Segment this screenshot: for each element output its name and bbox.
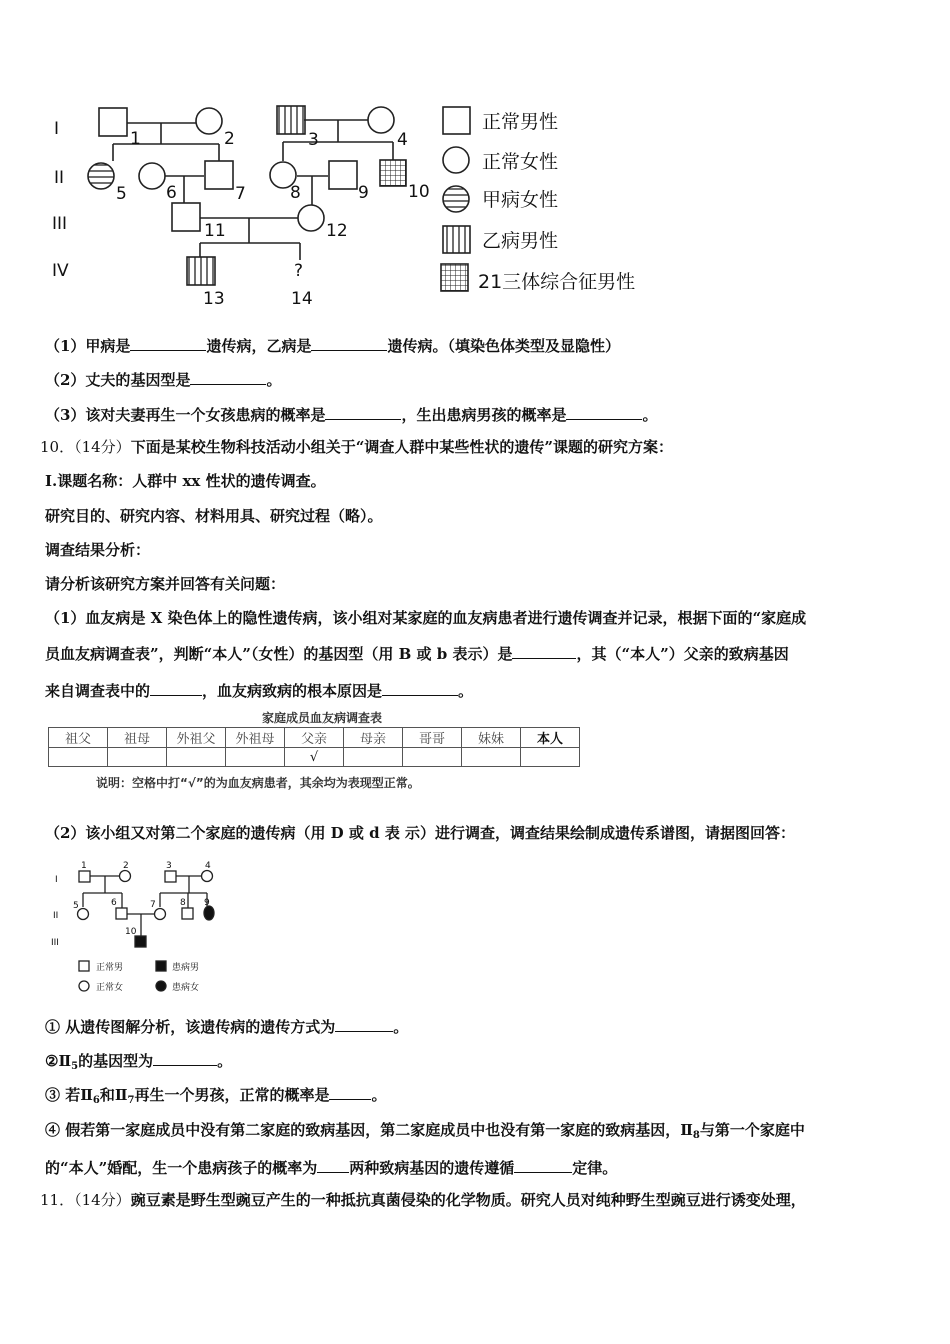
table-header-cell: 哥哥: [403, 728, 462, 748]
answer-blank[interactable]: [514, 1156, 572, 1173]
legend2-disease-female: 患病女: [172, 983, 200, 993]
pedigree1-generation-iv: IV: [52, 261, 69, 281]
legend2-disease-male: 患病男: [172, 963, 200, 973]
q11-header: 11．（14分）豌豆素是野生型豌豆产生的一种抵抗真菌侵染的化学物质。研究人员对纯种野生型豌豆进行诱变处理，: [40, 1191, 806, 1209]
pedigree1-id-unknown: ?: [294, 261, 304, 281]
pedigree2-generation-ii: II: [53, 911, 59, 921]
q10-part1-line2: 员血友病调查表”，判断“本人”（女性）的基因型（用 B 或 b 表示）是 ，其（“本人”）父亲的致病基因: [45, 642, 789, 665]
table-header-cell: 本人: [521, 728, 580, 748]
pedigree1-id-13: 13: [203, 289, 225, 309]
table-cell: [108, 748, 167, 767]
pedigree1-id-4: 4: [397, 130, 408, 150]
q10-topic: I.课题名称：人群中 xx 性状的遗传调查。: [45, 472, 326, 490]
q10-sub1: ① 从遗传图解分析，该遗传病的遗传方式为 。: [45, 1015, 408, 1038]
pedigree1-generation-ii: II: [54, 168, 65, 188]
pedigree1-id-1: 1: [130, 129, 141, 149]
answer-blank[interactable]: [317, 1156, 349, 1173]
pedigree2-id-2: 2: [123, 861, 129, 871]
q10-part1-line3: 来自调查表中的 ，血友病致病的根本原因是 。: [45, 679, 473, 702]
pedigree2-generation-iii: III: [51, 938, 59, 948]
table-header-cell: 妹妹: [462, 728, 521, 748]
answer-blank[interactable]: [130, 334, 206, 351]
pedigree2-id-1: 1: [81, 861, 87, 871]
answer-blank[interactable]: [512, 642, 576, 659]
pedigree1-id-8: 8: [290, 183, 301, 203]
q10-part1-line1: （1）血友病是 X 染色体上的隐性遗传病，该小组对某家庭的血友病患者进行遗传调查并记录，根据下面的“家庭成: [45, 609, 807, 627]
pedigree2-id-4: 4: [205, 861, 211, 871]
pedigree1-generation-i: I: [54, 119, 60, 139]
answer-blank[interactable]: [335, 1015, 393, 1032]
q10-sub4-line1: ④ 假若第一家庭成员中没有第二家庭的致病基因，第二家庭成员中也没有第一家庭的致病基因，$Ⅱ_8$与第一个家庭中: [45, 1121, 805, 1141]
table-header-cell: 祖母: [108, 728, 167, 748]
pedigree2-id-6: 6: [111, 898, 117, 908]
survey-table: [48, 727, 580, 767]
table-row: [49, 748, 580, 767]
pedigree-chart-2: [45, 855, 235, 995]
q10-analysis: 调查结果分析：: [45, 541, 151, 559]
pedigree2-id-3: 3: [166, 861, 172, 871]
table-header-row: [49, 728, 580, 748]
pedigree2-id-7: 7: [150, 900, 156, 910]
legend1-normal-female: 正常女性: [482, 151, 559, 173]
pedigree2-id-9: 9: [204, 898, 210, 908]
q10-sub2: $②Ⅱ_5$的基因型为 。: [45, 1049, 232, 1078]
q10-header: 10．（14分）下面是某校生物科技活动小组关于“调查人群中某些性状的遗传”课题的研究方案：: [40, 438, 673, 456]
table-cell: [344, 748, 403, 767]
legend1-normal-male: 正常男性: [482, 111, 559, 133]
answer-blank[interactable]: [311, 334, 387, 351]
q10-part2: （2）该小组又对第二个家庭的遗传病（用 D 或 d 表 示）进行调查，调查结果绘制成遗传系谱图，请据图回答：: [45, 824, 796, 842]
pedigree1-id-6: 6: [166, 183, 177, 203]
answer-blank[interactable]: [329, 1083, 371, 1100]
pedigree-chart-1: [40, 95, 680, 315]
pedigree1-generation-iii: III: [52, 214, 68, 234]
table-header-cell: 祖父: [49, 728, 108, 748]
answer-blank[interactable]: [382, 679, 458, 696]
survey-table-title: 家庭成员血友病调查表: [262, 711, 383, 725]
legend1-disease-b-male: 乙病男性: [482, 230, 559, 252]
table-cell: [462, 748, 521, 767]
pedigree1-id-9: 9: [358, 183, 369, 203]
pedigree2-id-5: 5: [73, 901, 79, 911]
table-cell-father-checkmark: √: [285, 748, 344, 767]
pedigree1-id-10: 10: [408, 182, 430, 202]
table-cell: [521, 748, 580, 767]
table-cell: [167, 748, 226, 767]
legend2-normal-male: 正常男: [96, 963, 124, 973]
pedigree1-id-2: 2: [224, 129, 235, 149]
answer-blank[interactable]: [566, 403, 642, 420]
legend1-trisomy21-male: 21三体综合征男性: [478, 271, 636, 293]
pedigree1-id-7: 7: [235, 184, 246, 204]
answer-blank[interactable]: [325, 403, 401, 420]
q10-content: 研究目的、研究内容、材料用具、研究过程（略）。: [45, 507, 383, 525]
table-cell: [226, 748, 285, 767]
table-cell: [403, 748, 462, 767]
pedigree1-id-14: 14: [291, 289, 313, 309]
answer-blank[interactable]: [153, 1049, 217, 1066]
q9-part3: （3）该对夫妻再生一个女孩患病的概率是 ，生出患病男孩的概率是 。: [45, 403, 657, 426]
table-header-cell: 父亲: [285, 728, 344, 748]
survey-table-note: 说明：空格中打“√”的为血友病患者，其余均为表现型正常。: [96, 776, 420, 790]
q9-part1: （1）甲病是 遗传病，乙病是 遗传病。（填染色体类型及显隐性）: [45, 334, 620, 357]
legend1-disease-a-female: 甲病女性: [482, 189, 559, 211]
pedigree1-id-5: 5: [116, 184, 127, 204]
table-cell: [49, 748, 108, 767]
pedigree2-generation-i: I: [55, 875, 58, 885]
table-header-cell: 母亲: [344, 728, 403, 748]
table-header-cell: 外祖父: [167, 728, 226, 748]
pedigree1-id-12: 12: [326, 221, 348, 241]
q10-sub3: ③ 若$Ⅱ_6$和$Ⅱ_7$再生一个男孩，正常的概率是 。: [45, 1083, 387, 1112]
legend2-normal-female: 正常女: [96, 983, 124, 993]
q10-request: 请分析该研究方案并回答有关问题：: [45, 575, 286, 593]
pedigree2-id-8: 8: [180, 898, 186, 908]
q10-sub4-line2: 的“本人”婚配，生一个患病孩子的概率为 两种致病基因的遗传遵循 定律。: [45, 1156, 617, 1179]
pedigree2-id-10: 10: [125, 927, 137, 937]
pedigree1-id-11: 11: [204, 221, 226, 241]
answer-blank[interactable]: [190, 368, 266, 385]
q9-part2: （2）丈夫的基因型是 。: [45, 368, 281, 391]
table-header-cell: 外祖母: [226, 728, 285, 748]
answer-blank[interactable]: [150, 679, 202, 696]
pedigree1-id-3: 3: [308, 130, 319, 150]
